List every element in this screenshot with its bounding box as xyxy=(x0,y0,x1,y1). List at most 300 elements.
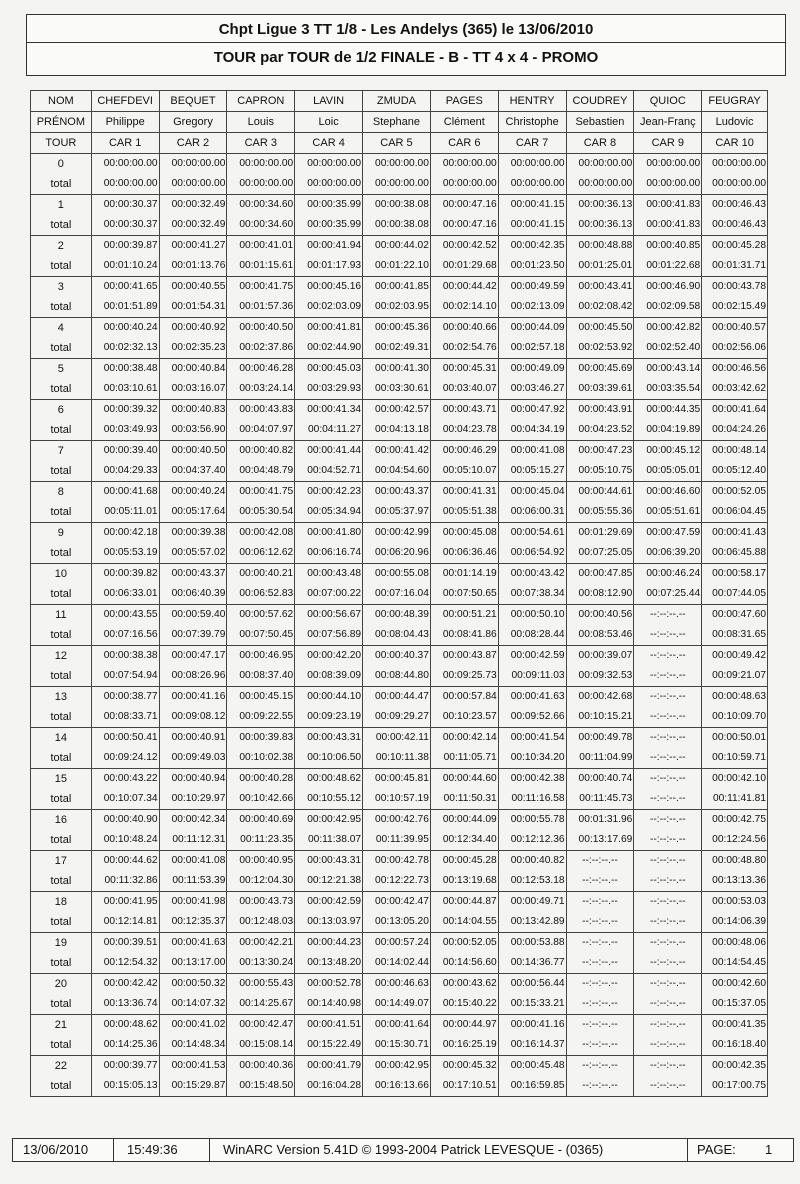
lap-time-cell: 00:00:40.57 xyxy=(702,318,768,339)
total-time-cell: 00:09:32.53 xyxy=(566,666,634,687)
total-time-cell: 00:14:25.36 xyxy=(91,1035,159,1056)
lap-time-cell: 00:00:41.94 xyxy=(295,236,363,257)
lap-time-cell: 00:00:40.50 xyxy=(159,441,227,462)
total-time-cell: 00:13:13.36 xyxy=(702,871,768,892)
total-label: total xyxy=(31,174,92,195)
lap-time-cell: 00:00:41.44 xyxy=(295,441,363,462)
total-time-cell: 00:06:54.92 xyxy=(498,543,566,564)
total-time-cell: 00:08:28.44 xyxy=(498,625,566,646)
lap-time-cell: 00:00:44.61 xyxy=(566,482,634,503)
total-time-cell: 00:08:39.09 xyxy=(295,666,363,687)
total-label: total xyxy=(31,625,92,646)
tour-number: 17 xyxy=(31,851,92,872)
lap-time-cell: 00:00:30.37 xyxy=(91,195,159,216)
tour-number: 16 xyxy=(31,810,92,831)
total-time-cell: 00:13:17.00 xyxy=(159,953,227,974)
lap-time-cell: 00:00:41.43 xyxy=(702,523,768,544)
total-time-cell: 00:01:22.68 xyxy=(634,256,702,277)
lap-time-cell: 00:01:14.19 xyxy=(430,564,498,585)
total-time-cell: 00:11:38.07 xyxy=(295,830,363,851)
lap-time-cell: 00:00:41.64 xyxy=(363,1015,431,1036)
total-time-cell: 00:11:45.73 xyxy=(566,789,634,810)
lap-time-cell: 00:00:42.20 xyxy=(295,646,363,667)
lap-time-cell: 00:00:42.75 xyxy=(702,810,768,831)
lap-time-cell: 00:00:53.03 xyxy=(702,892,768,913)
total-time-cell: 00:10:55.12 xyxy=(295,789,363,810)
total-time-cell: 00:06:00.31 xyxy=(498,502,566,523)
total-time-cell: 00:07:44.05 xyxy=(702,584,768,605)
lap-time-cell: 00:00:53.88 xyxy=(498,933,566,954)
driver-car: CAR 9 xyxy=(634,133,702,154)
lap-row xyxy=(31,195,768,216)
lap-time-cell: 00:00:52.05 xyxy=(702,482,768,503)
header-label-nom: NOM xyxy=(31,91,92,112)
tour-number: 7 xyxy=(31,441,92,462)
total-time-cell: 00:14:54.45 xyxy=(702,953,768,974)
total-time-cell: 00:01:10.24 xyxy=(91,256,159,277)
lap-time-cell: 00:00:46.95 xyxy=(227,646,295,667)
lap-row xyxy=(31,1015,768,1036)
lap-time-cell: 00:00:58.17 xyxy=(702,564,768,585)
lap-time-cell: 00:00:42.10 xyxy=(702,769,768,790)
lap-time-cell: 00:00:46.24 xyxy=(634,564,702,585)
lap-time-cell: 00:00:41.27 xyxy=(159,236,227,257)
total-time-cell: 00:04:23.52 xyxy=(566,420,634,441)
total-time-cell: 00:01:57.36 xyxy=(227,297,295,318)
driver-nom: BEQUET xyxy=(159,91,227,112)
total-row xyxy=(31,994,768,1015)
lap-row xyxy=(31,810,768,831)
total-time-cell: 00:08:44.80 xyxy=(363,666,431,687)
total-row xyxy=(31,666,768,687)
total-time-cell: 00:04:52.71 xyxy=(295,461,363,482)
total-time-cell: 00:04:29.33 xyxy=(91,461,159,482)
lap-time-cell: 00:00:45.08 xyxy=(430,523,498,544)
total-time-cell: 00:12:22.73 xyxy=(363,871,431,892)
total-time-cell: 00:10:34.20 xyxy=(498,748,566,769)
lap-time-cell: 00:00:42.60 xyxy=(702,974,768,995)
lap-time-cell: 00:00:41.64 xyxy=(702,400,768,421)
total-time-cell: 00:00:35.99 xyxy=(295,215,363,236)
lap-time-cell: --:--:--.-- xyxy=(634,605,702,626)
lap-time-cell: 00:00:00.00 xyxy=(227,154,295,175)
driver-car: CAR 1 xyxy=(91,133,159,154)
total-label: total xyxy=(31,584,92,605)
total-time-cell: --:--:--.-- xyxy=(634,707,702,728)
lap-time-cell: 00:00:47.85 xyxy=(566,564,634,585)
lap-time-cell: 00:00:44.97 xyxy=(430,1015,498,1036)
total-time-cell: --:--:--.-- xyxy=(634,748,702,769)
total-row xyxy=(31,953,768,974)
lap-time-cell: 00:00:52.78 xyxy=(295,974,363,995)
total-time-cell: 00:05:11.01 xyxy=(91,502,159,523)
lap-time-cell: 00:00:41.16 xyxy=(498,1015,566,1036)
tour-number: 6 xyxy=(31,400,92,421)
lap-time-cell: 00:00:50.32 xyxy=(159,974,227,995)
total-time-cell: 00:08:31.65 xyxy=(702,625,768,646)
total-time-cell: 00:09:29.27 xyxy=(363,707,431,728)
lap-time-cell: 00:00:41.79 xyxy=(295,1056,363,1077)
lap-time-cell: 00:00:47.23 xyxy=(566,441,634,462)
lap-time-cell: 00:01:31.96 xyxy=(566,810,634,831)
total-time-cell: 00:13:19.68 xyxy=(430,871,498,892)
total-row xyxy=(31,789,768,810)
total-time-cell: 00:02:56.06 xyxy=(702,338,768,359)
total-label: total xyxy=(31,830,92,851)
total-row xyxy=(31,707,768,728)
lap-row xyxy=(31,974,768,995)
total-time-cell: 00:03:29.93 xyxy=(295,379,363,400)
total-time-cell: 00:00:34.60 xyxy=(227,215,295,236)
total-time-cell: --:--:--.-- xyxy=(566,953,634,974)
lap-time-cell: 00:00:40.66 xyxy=(430,318,498,339)
total-time-cell: 00:13:48.20 xyxy=(295,953,363,974)
total-label: total xyxy=(31,543,92,564)
lap-time-cell: 00:00:45.48 xyxy=(498,1056,566,1077)
total-time-cell: 00:05:12.40 xyxy=(702,461,768,482)
lap-time-cell: 00:00:48.80 xyxy=(702,851,768,872)
total-time-cell: 00:02:15.49 xyxy=(702,297,768,318)
lap-time-cell: 00:00:41.30 xyxy=(363,359,431,380)
total-label: total xyxy=(31,215,92,236)
lap-time-cell: 00:00:55.78 xyxy=(498,810,566,831)
lap-time-cell: 00:00:50.10 xyxy=(498,605,566,626)
total-time-cell: 00:11:39.95 xyxy=(363,830,431,851)
total-label: total xyxy=(31,953,92,974)
total-time-cell: 00:11:32.86 xyxy=(91,871,159,892)
total-time-cell: 00:00:41.83 xyxy=(634,215,702,236)
lap-row xyxy=(31,769,768,790)
lap-time-cell: 00:00:43.78 xyxy=(702,277,768,298)
lap-time-cell: 00:00:44.62 xyxy=(91,851,159,872)
total-time-cell: 00:07:39.79 xyxy=(159,625,227,646)
total-time-cell: 00:10:29.97 xyxy=(159,789,227,810)
title-box xyxy=(26,14,786,76)
total-time-cell: 00:03:16.07 xyxy=(159,379,227,400)
lap-time-cell: --:--:--.-- xyxy=(634,1056,702,1077)
total-time-cell: 00:11:12.31 xyxy=(159,830,227,851)
total-time-cell: 00:00:00.00 xyxy=(91,174,159,195)
tour-number: 11 xyxy=(31,605,92,626)
total-time-cell: 00:10:06.50 xyxy=(295,748,363,769)
lap-time-cell: 00:00:41.34 xyxy=(295,400,363,421)
total-time-cell: 00:14:49.07 xyxy=(363,994,431,1015)
lap-time-cell: 00:00:38.08 xyxy=(363,195,431,216)
lap-time-cell: --:--:--.-- xyxy=(634,646,702,667)
tour-number: 22 xyxy=(31,1056,92,1077)
total-time-cell: --:--:--.-- xyxy=(566,1035,634,1056)
lap-row xyxy=(31,933,768,954)
total-time-cell: 00:16:13.66 xyxy=(363,1076,431,1097)
total-label: total xyxy=(31,461,92,482)
driver-prenom: Christophe xyxy=(498,112,566,133)
lap-time-cell: 00:00:43.48 xyxy=(295,564,363,585)
lap-time-cell: 00:00:43.31 xyxy=(295,851,363,872)
total-time-cell: 00:12:34.40 xyxy=(430,830,498,851)
total-time-cell: 00:10:57.19 xyxy=(363,789,431,810)
lap-time-cell: 00:00:41.63 xyxy=(159,933,227,954)
lap-time-cell: 00:00:41.54 xyxy=(498,728,566,749)
lap-time-cell: 00:00:45.03 xyxy=(295,359,363,380)
lap-time-cell: 00:00:42.95 xyxy=(363,1056,431,1077)
total-label: total xyxy=(31,748,92,769)
lap-time-cell: 00:00:40.91 xyxy=(159,728,227,749)
total-time-cell: 00:14:06.39 xyxy=(702,912,768,933)
lap-time-cell: 00:00:49.59 xyxy=(498,277,566,298)
total-time-cell: 00:12:53.18 xyxy=(498,871,566,892)
total-label: total xyxy=(31,871,92,892)
lap-time-cell: 00:00:46.56 xyxy=(702,359,768,380)
total-time-cell: 00:06:45.88 xyxy=(702,543,768,564)
lap-row xyxy=(31,1056,768,1077)
total-label: total xyxy=(31,338,92,359)
lap-time-cell: 00:00:55.43 xyxy=(227,974,295,995)
lap-time-cell: 00:00:45.16 xyxy=(295,277,363,298)
lap-time-cell: 00:00:40.90 xyxy=(91,810,159,831)
driver-prenom: Philippe xyxy=(91,112,159,133)
total-time-cell: 00:06:16.74 xyxy=(295,543,363,564)
footer-software: WinARC Version 5.41D © 1993-2004 Patrick LEVESQUE - (0365) xyxy=(223,1142,604,1157)
total-time-cell: 00:11:23.35 xyxy=(227,830,295,851)
total-time-cell: 00:02:14.10 xyxy=(430,297,498,318)
total-time-cell: --:--:--.-- xyxy=(634,1035,702,1056)
driver-nom: COUDREY xyxy=(566,91,634,112)
total-time-cell: --:--:--.-- xyxy=(634,871,702,892)
total-time-cell: 00:10:09.70 xyxy=(702,707,768,728)
driver-car: CAR 4 xyxy=(295,133,363,154)
total-time-cell: 00:05:57.02 xyxy=(159,543,227,564)
total-time-cell: 00:08:41.86 xyxy=(430,625,498,646)
lap-time-cell: 00:00:00.00 xyxy=(91,154,159,175)
lap-time-cell: 00:00:44.23 xyxy=(295,933,363,954)
lap-row xyxy=(31,687,768,708)
total-time-cell: 00:17:00.75 xyxy=(702,1076,768,1097)
total-time-cell: 00:06:12.62 xyxy=(227,543,295,564)
lap-times-table xyxy=(30,90,768,1097)
total-time-cell: 00:02:52.40 xyxy=(634,338,702,359)
total-time-cell: 00:07:25.44 xyxy=(634,584,702,605)
lap-time-cell: 00:01:29.69 xyxy=(566,523,634,544)
lap-time-cell: 00:00:41.15 xyxy=(498,195,566,216)
tour-number: 12 xyxy=(31,646,92,667)
footer-date: 13/06/2010 xyxy=(23,1142,89,1157)
tour-number: 10 xyxy=(31,564,92,585)
lap-time-cell: 00:00:40.82 xyxy=(498,851,566,872)
total-time-cell: 00:03:39.61 xyxy=(566,379,634,400)
total-time-cell: 00:10:11.38 xyxy=(363,748,431,769)
total-time-cell: 00:08:33.71 xyxy=(91,707,159,728)
driver-prenom: Gregory xyxy=(159,112,227,133)
total-time-cell: 00:00:41.15 xyxy=(498,215,566,236)
total-time-cell: 00:12:14.81 xyxy=(91,912,159,933)
total-time-cell: 00:14:25.67 xyxy=(227,994,295,1015)
lap-time-cell: 00:00:43.37 xyxy=(363,482,431,503)
tour-number: 15 xyxy=(31,769,92,790)
lap-time-cell: 00:00:41.08 xyxy=(159,851,227,872)
header-row-nom xyxy=(31,91,768,112)
total-time-cell: 00:13:05.20 xyxy=(363,912,431,933)
lap-time-cell: 00:00:44.09 xyxy=(430,810,498,831)
total-time-cell: 00:04:34.19 xyxy=(498,420,566,441)
lap-time-cell: 00:00:39.32 xyxy=(91,400,159,421)
driver-nom: QUIOC xyxy=(634,91,702,112)
total-time-cell: 00:11:16.58 xyxy=(498,789,566,810)
driver-nom: LAVIN xyxy=(295,91,363,112)
total-time-cell: 00:12:12.36 xyxy=(498,830,566,851)
driver-car: CAR 10 xyxy=(702,133,768,154)
total-time-cell: --:--:--.-- xyxy=(634,1076,702,1097)
total-time-cell: --:--:--.-- xyxy=(566,912,634,933)
driver-nom: CAPRON xyxy=(227,91,295,112)
total-time-cell: --:--:--.-- xyxy=(634,789,702,810)
footer-time: 15:49:36 xyxy=(127,1142,178,1157)
lap-time-cell: 00:00:47.60 xyxy=(702,605,768,626)
lap-time-cell: 00:00:38.48 xyxy=(91,359,159,380)
header-row-tour xyxy=(31,133,768,154)
total-time-cell: 00:00:47.16 xyxy=(430,215,498,236)
driver-car: CAR 8 xyxy=(566,133,634,154)
total-row xyxy=(31,543,768,564)
lap-time-cell: 00:00:41.53 xyxy=(159,1056,227,1077)
lap-row xyxy=(31,400,768,421)
lap-time-cell: 00:00:43.37 xyxy=(159,564,227,585)
total-time-cell: 00:09:24.12 xyxy=(91,748,159,769)
lap-time-cell: --:--:--.-- xyxy=(634,1015,702,1036)
total-time-cell: --:--:--.-- xyxy=(634,830,702,851)
total-row xyxy=(31,502,768,523)
total-time-cell: 00:06:20.96 xyxy=(363,543,431,564)
lap-time-cell: 00:00:48.62 xyxy=(295,769,363,790)
total-row xyxy=(31,1076,768,1097)
total-row xyxy=(31,174,768,195)
lap-time-cell: 00:00:35.99 xyxy=(295,195,363,216)
lap-time-cell: 00:00:00.00 xyxy=(363,154,431,175)
total-time-cell: 00:12:04.30 xyxy=(227,871,295,892)
total-time-cell: 00:01:22.10 xyxy=(363,256,431,277)
total-time-cell: 00:10:23.57 xyxy=(430,707,498,728)
lap-time-cell: --:--:--.-- xyxy=(566,892,634,913)
total-time-cell: 00:13:03.97 xyxy=(295,912,363,933)
total-time-cell: 00:01:29.68 xyxy=(430,256,498,277)
tour-number: 9 xyxy=(31,523,92,544)
lap-time-cell: 00:00:56.67 xyxy=(295,605,363,626)
total-time-cell: 00:15:29.87 xyxy=(159,1076,227,1097)
lap-time-cell: 00:00:42.34 xyxy=(159,810,227,831)
total-row xyxy=(31,1035,768,1056)
lap-time-cell: 00:00:00.00 xyxy=(634,154,702,175)
total-time-cell: 00:03:42.62 xyxy=(702,379,768,400)
lap-time-cell: 00:00:47.59 xyxy=(634,523,702,544)
total-row xyxy=(31,338,768,359)
total-time-cell: 00:01:15.61 xyxy=(227,256,295,277)
total-time-cell: 00:15:33.21 xyxy=(498,994,566,1015)
footer-page-label: PAGE: xyxy=(697,1142,736,1157)
lap-time-cell: 00:00:42.08 xyxy=(227,523,295,544)
total-time-cell: 00:00:00.00 xyxy=(566,174,634,195)
total-time-cell: 00:03:40.07 xyxy=(430,379,498,400)
tour-number: 14 xyxy=(31,728,92,749)
driver-car: CAR 3 xyxy=(227,133,295,154)
total-time-cell: 00:05:37.97 xyxy=(363,502,431,523)
total-time-cell: 00:02:03.09 xyxy=(295,297,363,318)
total-time-cell: 00:15:40.22 xyxy=(430,994,498,1015)
lap-time-cell: 00:00:41.95 xyxy=(91,892,159,913)
total-label: total xyxy=(31,379,92,400)
total-time-cell: 00:04:13.18 xyxy=(363,420,431,441)
lap-time-cell: 00:00:42.95 xyxy=(295,810,363,831)
total-row xyxy=(31,912,768,933)
driver-prenom: Louis xyxy=(227,112,295,133)
lap-time-cell: 00:00:46.60 xyxy=(634,482,702,503)
lap-time-cell: 00:00:43.14 xyxy=(634,359,702,380)
total-time-cell: --:--:--.-- xyxy=(566,1076,634,1097)
lap-time-cell: 00:00:44.35 xyxy=(634,400,702,421)
total-time-cell: --:--:--.-- xyxy=(634,912,702,933)
header-label-prenom: PRÉNOM xyxy=(31,112,92,133)
lap-row xyxy=(31,564,768,585)
lap-time-cell: 00:00:41.65 xyxy=(91,277,159,298)
lap-row xyxy=(31,728,768,749)
lap-time-cell: 00:00:41.08 xyxy=(498,441,566,462)
lap-time-cell: --:--:--.-- xyxy=(566,933,634,954)
total-row xyxy=(31,379,768,400)
total-time-cell: 00:10:48.24 xyxy=(91,830,159,851)
lap-time-cell: 00:00:41.80 xyxy=(295,523,363,544)
total-time-cell: 00:12:24.56 xyxy=(702,830,768,851)
lap-time-cell: 00:00:43.73 xyxy=(227,892,295,913)
total-time-cell: 00:03:10.61 xyxy=(91,379,159,400)
lap-time-cell: 00:00:38.38 xyxy=(91,646,159,667)
total-time-cell: 00:06:36.46 xyxy=(430,543,498,564)
lap-time-cell: 00:00:41.75 xyxy=(227,482,295,503)
lap-time-cell: 00:00:44.42 xyxy=(430,277,498,298)
lap-time-cell: 00:00:00.00 xyxy=(498,154,566,175)
total-label: total xyxy=(31,502,92,523)
lap-time-cell: 00:00:39.40 xyxy=(91,441,159,462)
total-time-cell: 00:14:07.32 xyxy=(159,994,227,1015)
total-time-cell: --:--:--.-- xyxy=(634,625,702,646)
total-time-cell: 00:12:21.38 xyxy=(295,871,363,892)
lap-time-cell: 00:00:34.60 xyxy=(227,195,295,216)
driver-nom: PAGES xyxy=(430,91,498,112)
total-time-cell: 00:02:03.95 xyxy=(363,297,431,318)
lap-time-cell: 00:00:50.01 xyxy=(702,728,768,749)
lap-row xyxy=(31,523,768,544)
driver-nom: CHEFDEVI xyxy=(91,91,159,112)
total-time-cell: 00:01:31.71 xyxy=(702,256,768,277)
lap-time-cell: 00:00:59.40 xyxy=(159,605,227,626)
driver-nom: ZMUDA xyxy=(363,91,431,112)
total-time-cell: 00:01:17.93 xyxy=(295,256,363,277)
lap-time-cell: 00:00:45.04 xyxy=(498,482,566,503)
lap-time-cell: 00:00:46.90 xyxy=(634,277,702,298)
total-time-cell: --:--:--.-- xyxy=(566,871,634,892)
lap-time-cell: --:--:--.-- xyxy=(634,892,702,913)
total-time-cell: 00:00:00.00 xyxy=(498,174,566,195)
lap-time-cell: --:--:--.-- xyxy=(634,974,702,995)
lap-time-cell: 00:00:57.24 xyxy=(363,933,431,954)
lap-time-cell: 00:00:40.84 xyxy=(159,359,227,380)
lap-time-cell: --:--:--.-- xyxy=(634,728,702,749)
total-time-cell: 00:09:11.03 xyxy=(498,666,566,687)
lap-time-cell: 00:00:42.47 xyxy=(363,892,431,913)
lap-time-cell: 00:00:00.00 xyxy=(295,154,363,175)
total-time-cell: 00:14:48.34 xyxy=(159,1035,227,1056)
lap-time-cell: --:--:--.-- xyxy=(566,851,634,872)
lap-time-cell: 00:00:48.14 xyxy=(702,441,768,462)
lap-time-cell: 00:00:45.36 xyxy=(363,318,431,339)
total-label: total xyxy=(31,1035,92,1056)
